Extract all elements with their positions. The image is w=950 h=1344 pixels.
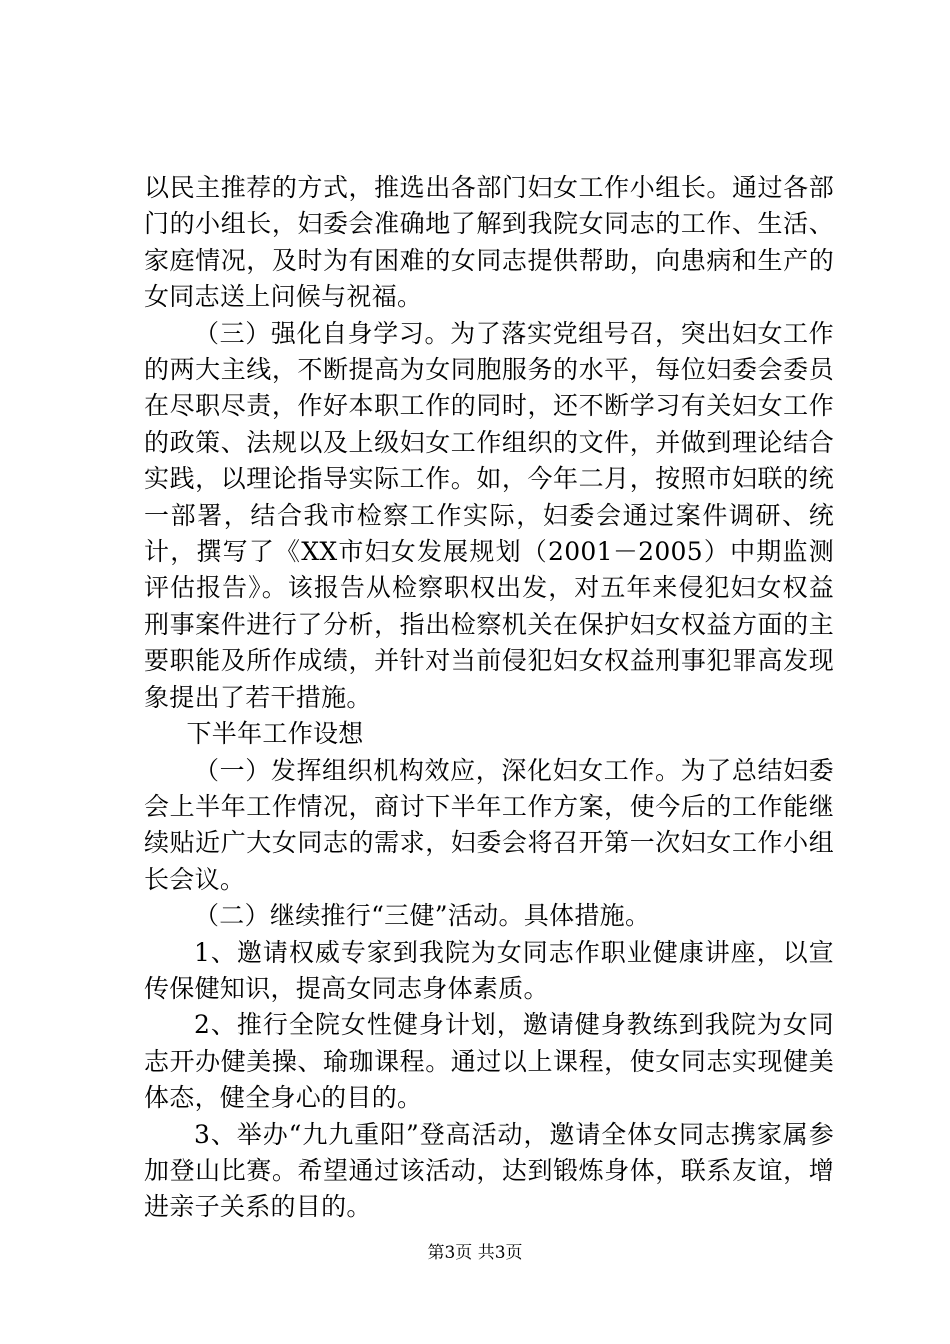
paragraph-continued: 以民主推荐的方式，推选出各部门妇女工作小组长。通过各部门的小组长，妇委会准确地了解到我院女同志的工作、生活、家庭情况，及时为有困难的女同志提供帮助，向患病和生产的女同志送上问候与祝福。 <box>144 173 834 312</box>
paragraph-measure-1: 1、邀请权威专家到我院为女同志作职业健康讲座，以宣传保健知识，提高女同志身体素质。 <box>144 937 834 1003</box>
document-body <box>144 170 834 1226</box>
paragraph-section-three: （三）强化自身学习。为了落实党组号召，突出妇女工作的两大主线，不断提高为女同胞服务的水平，每位妇委会委员在尽职尽责，作好本职工作的同时，还不断学习有关妇女工作的政策、法规以及上级妇女工作组织的文件，并做到理论结合实践，以理论指导实际工作。如，今年二月，按照市妇联的统一部署，结合我市检察工作实际，妇委会通过案件调研、统计，撰写了《XX市妇女发展规划（2001－2005）中期监测评估报告》。该报告从检察职权出发，对五年来侵犯妇女权益刑事案件进行了分析，指出检察机关在保护妇女权益方面的主要职能及所作成绩，并针对当前侵犯妇女权益刑事犯罪高发现象提出了若干措施。 <box>144 318 834 712</box>
paragraph-item-two: （二）继续推行“三健”活动。具体措施。 <box>194 901 651 931</box>
section-heading: 下半年工作设想 <box>186 719 364 749</box>
paragraph-item-one: （一）发挥组织机构效应，深化妇女工作。为了总结妇委会上半年工作情况，商讨下半年工作方案，使今后的工作能继续贴近广大女同志的需求，妇委会将召开第一次妇女工作小组长会议。 <box>144 755 834 894</box>
paragraph-measure-3: 3、举办“九九重阳”登高活动，邀请全体女同志携家属参加登山比赛。希望通过该活动，达到锻炼身体，联系友谊，增进亲子关系的目的。 <box>144 1119 834 1222</box>
page-number-footer: 第3页 共3页 <box>427 1243 523 1263</box>
paragraph-measure-2: 2、推行全院女性健身计划，邀请健身教练到我院为女同志开办健美操、瑜珈课程。通过以上课程，使女同志实现健美体态，健全身心的目的。 <box>144 1010 834 1113</box>
